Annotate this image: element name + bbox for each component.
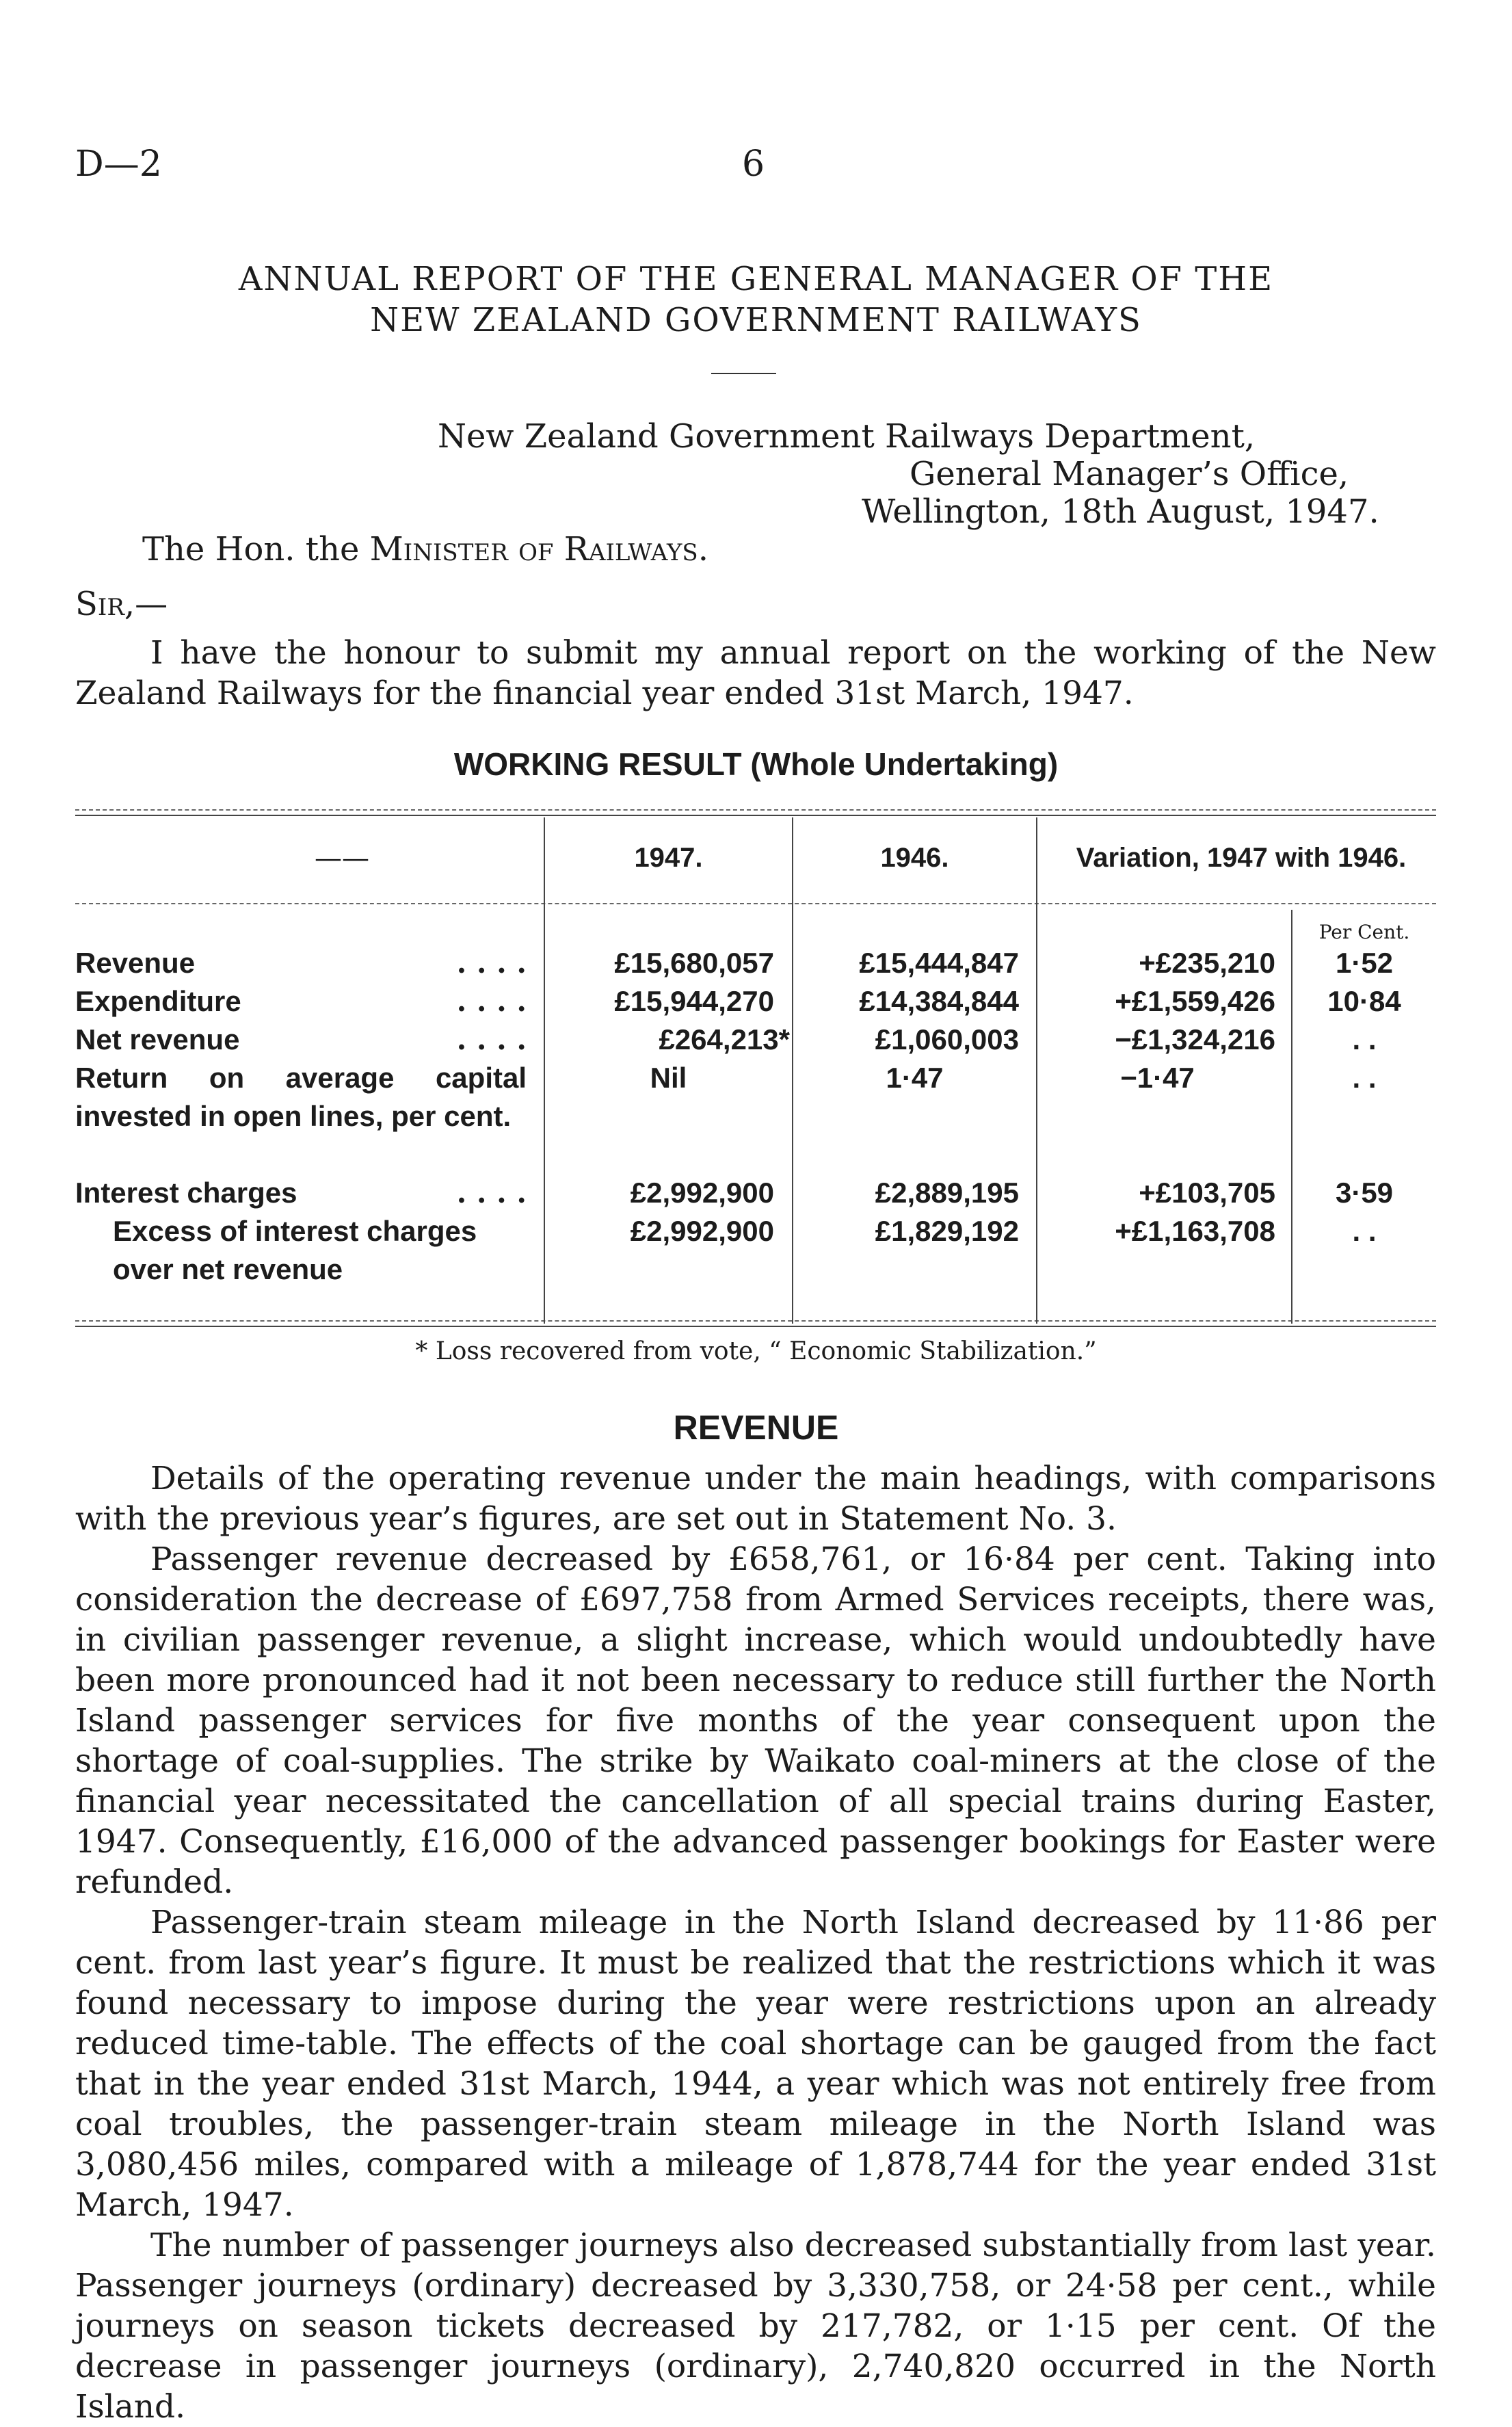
cell-revenue-1946: £15,444,847 xyxy=(859,947,1019,979)
revenue-paragraph: Passenger-train steam mileage in the North Island decreased by 11·86 per cent. from last year’s figure. It must be realized that the restrictions which it was found necessary to impose during the year were restrictions upon an already reduced time-table. The effects of the coal shortage can be gauged from the fact that in the year ended 31st March, 1944, a year which was not entirely free from coal troubles, the passenger-train steam mileage in the North Island was 3,080,456 miles, compared with a mileage of 1,878,744 for the year ended 31st March, 1947. xyxy=(75,1904,1436,2224)
cell-revenue-1947: £15,680,057 xyxy=(614,947,774,979)
cell-interest-1946: £2,889,195 xyxy=(875,1177,1019,1209)
cell-interest-pct: 3·59 xyxy=(1335,1177,1394,1209)
table-row-label-return-on-capital: Return on average capital invested in open lines, per cent. xyxy=(75,1062,527,1132)
table-bottom-rule-2 xyxy=(75,1326,1436,1327)
cell-expenditure-pct: 10·84 xyxy=(1327,985,1401,1017)
salutation: Sir,— xyxy=(75,585,168,623)
table-title: WORKING RESULT (Whole Undertaking) xyxy=(453,746,1059,782)
table-top-rule xyxy=(75,809,1436,811)
header-per-cent: Per Cent. xyxy=(1318,921,1410,943)
page-number: 6 xyxy=(742,144,765,185)
address-line-3: Wellington, 18th August, 1947. xyxy=(862,493,1379,531)
cell-net-revenue-1947: £264,213* xyxy=(659,1023,790,1055)
header-1947: 1947. xyxy=(634,843,703,873)
recipient-prefix: The Hon. the xyxy=(142,530,360,568)
section-heading-revenue: REVENUE xyxy=(673,1408,839,1447)
cell-return-1946: 1·47 xyxy=(886,1062,944,1094)
cell-expenditure-1947: £15,944,270 xyxy=(614,985,774,1017)
cell-return-pct: . . xyxy=(1352,1062,1377,1094)
cell-excess-variation: +£1,163,708 xyxy=(1115,1215,1275,1247)
table-top-rule-2 xyxy=(75,815,1436,816)
title-rule xyxy=(711,373,776,374)
intro-block xyxy=(75,633,1436,713)
table-row-label-interest-charges: Interest charges . . . . xyxy=(75,1174,527,1212)
cell-excess-1946: £1,829,192 xyxy=(875,1215,1019,1247)
table-row-label-revenue: Revenue . . . . xyxy=(75,944,527,982)
cell-net-revenue-1946: £1,060,003 xyxy=(875,1023,1019,1055)
cell-revenue-pct: 1·52 xyxy=(1335,947,1394,979)
cell-return-variation: −1·47 xyxy=(1120,1062,1195,1094)
cell-revenue-variation: +£235,210 xyxy=(1139,947,1275,979)
header-1946: 1946. xyxy=(880,843,949,873)
revenue-paragraph: Passenger revenue decreased by £658,761, or 16·84 per cent. Taking into consideration the decrease of £697,758 from Armed Services receipts, there was, in civilian passenger revenue, a slight increase, which would undoubtedly have been more pronounced had it not been necessary to reduce still further the North Island passenger services for five months of the year consequent upon the shortage of coal-supplies. The strike by Waikato coal-miners at the close of the financial year necessitated the cancellation of all special trains during Easter, 1947. Consequently, £16,000 of the advanced passenger bookings for Easter were refunded. xyxy=(75,1540,1436,1901)
cell-excess-pct: . . xyxy=(1352,1215,1377,1247)
header-variation: Variation, 1947 with 1946. xyxy=(1076,843,1407,873)
column-divider xyxy=(1036,817,1037,1324)
revenue-paragraph: Details of the operating revenue under the main headings, with comparisons with the previous year’s figures, are set out in Statement No. 3. xyxy=(75,1460,1436,1538)
intro-paragraph: I have the honour to submit my annual report on the working of the New Zealand Railways for the financial year ended 31st March, 1947. xyxy=(75,634,1436,712)
table-row-label-excess-interest: Excess of interest charges over net revenue xyxy=(113,1215,477,1285)
cell-net-revenue-pct: . . xyxy=(1352,1023,1377,1055)
dot-leaders: . . . . xyxy=(456,1176,527,1209)
recipient-office: Minister of Railways. xyxy=(369,530,708,568)
revenue-paragraph: The number of passenger journeys also decreased substantially from last year. Passenger journeys (ordinary) decreased by 3,330,758, or 24·58 per cent., while journeys on season tickets decreased by 217,782, or 1·15 per cent. Of the decrease in passenger journeys (ordinary), 2,740,820 occurred in the North Island. xyxy=(75,2227,1436,2426)
report-title-line-2: NEW ZEALAND GOVERNMENT RAILWAYS xyxy=(370,301,1142,339)
dot-leaders: . . . . xyxy=(456,946,527,980)
cell-net-revenue-variation: −£1,324,216 xyxy=(1115,1023,1275,1055)
column-divider xyxy=(544,817,545,1324)
table-row-label-expenditure: Expenditure . . . . xyxy=(75,982,527,1021)
cell-expenditure-variation: +£1,559,426 xyxy=(1115,985,1275,1017)
table-footnote: * Loss recovered from vote, “ Economic Stabilization.” xyxy=(415,1337,1097,1365)
cell-expenditure-1946: £14,384,844 xyxy=(859,985,1019,1017)
document-reference: D—2 xyxy=(75,144,162,185)
header-label-dash: —— xyxy=(315,843,369,874)
revenue-body xyxy=(75,1458,1436,2427)
table-header-rule xyxy=(75,903,1436,904)
table-bottom-rule xyxy=(75,1320,1436,1322)
cell-excess-1947: £2,992,900 xyxy=(630,1215,774,1247)
table-row-label-net-revenue: Net revenue . . . . xyxy=(75,1021,527,1059)
cell-interest-variation: +£103,705 xyxy=(1139,1177,1275,1209)
recipient xyxy=(142,530,708,568)
address-line-2: General Manager’s Office, xyxy=(910,455,1349,493)
cell-return-1947: Nil xyxy=(650,1062,687,1094)
cell-interest-1947: £2,992,900 xyxy=(630,1177,774,1209)
dot-leaders: . . . . xyxy=(456,1023,527,1056)
address-line-1: New Zealand Government Railways Department, xyxy=(438,417,1256,456)
report-title-line-1: ANNUAL REPORT OF THE GENERAL MANAGER OF THE xyxy=(238,260,1274,298)
dot-leaders: . . . . xyxy=(456,984,527,1018)
